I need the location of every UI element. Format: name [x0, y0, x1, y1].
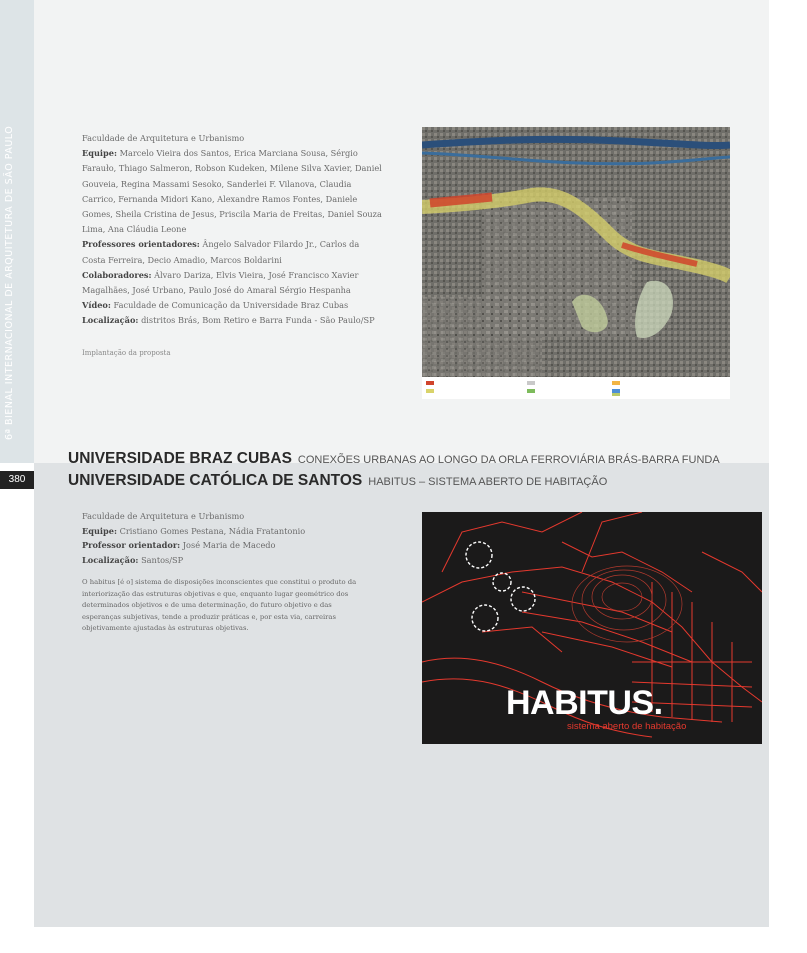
- project2-team: [82, 524, 382, 539]
- habitus-subtitle: sistema aberto de habitação: [567, 721, 687, 732]
- project1-heading-title: UNIVERSIDADE BRAZ CUBAS: [68, 450, 292, 467]
- sidebar-strip: [0, 0, 34, 463]
- project1-heading: [68, 450, 720, 468]
- project2-location: [82, 553, 382, 568]
- location-label: Localização:: [82, 315, 139, 326]
- collaborators-names: Álvaro Dariza, Elvis Vieira, José Francisco Xavier Magalhães, José Urbano, Paulo José do Amaral Sérgio Hespanha: [82, 269, 359, 296]
- advisor-name: José Maria de Macedo: [180, 540, 276, 550]
- project1-video: [82, 298, 382, 313]
- aerial-map-image: [422, 127, 730, 399]
- location-value: distritos Brás, Bom Retiro e Barra Funda - São Paulo/SP: [138, 315, 375, 326]
- project1-collaborators: [82, 268, 382, 298]
- video-label: Vídeo:: [82, 300, 111, 311]
- project2-heading-title: UNIVERSIDADE CATÓLICA DE SANTOS: [68, 472, 363, 489]
- page-number: 380: [0, 471, 34, 489]
- project2-abstract: O habitus [é o] sistema de disposições inconscientes que constitui o produto da interiorização das estruturas objetivas e que, enquanto lugar geométrico dos determinados objetivos e de uma determinação, do futuro objetivo e das esperanças subjetivas, tende a produzir práticas e, por esta via, carreiras objetivamente ajustadas às estruturas objetivas.: [82, 578, 357, 632]
- project2-credits: [82, 509, 382, 567]
- project1-team: [82, 146, 382, 237]
- advisor-label: Professor orientador:: [82, 540, 181, 550]
- team-names: Marcelo Vieira dos Santos, Erica Marciana Sousa, Sérgio Farauło, Thiago Salmeron, Robson Kudeken, Milene Silva Xavier, Daniel Gouveia, Regina Massami Sesoko, Sanderlei F. Vilanova, Claudia Carrico, Fernanda Midori Kano, Alexandre Ramos Fontes, Daniele Gomes, Sheila Cristina de Jesus, Priscila Maria de Freitas, Daniel Souza Lima, Ana Cláudia Leone: [82, 148, 382, 235]
- video-credit: Faculdade de Comunicação da Universidade Braz Cubas: [110, 300, 349, 311]
- project2-heading: [68, 472, 607, 490]
- team-label: Equipe:: [82, 148, 117, 159]
- location-value: Santos/SP: [138, 554, 184, 565]
- advisors-label: Professores orientadores:: [82, 239, 200, 250]
- location-label: Localização:: [82, 554, 139, 565]
- map-caption: Implantação da proposta: [82, 349, 171, 357]
- project2-faculty: Faculdade de Arquitetura e Urbanismo: [82, 511, 245, 521]
- team-label: Equipe:: [82, 525, 117, 536]
- sidebar-label: 6ª BIENAL INTERNACIONAL DE ARQUITETURA DE SÃO PAULO: [4, 125, 15, 440]
- project1-faculty: Faculdade de Arquitetura e Urbanismo: [82, 133, 245, 143]
- project2-heading-subtitle: HABITUS – SISTEMA ABERTO DE HABITAÇÃO: [368, 476, 608, 488]
- project1-heading-subtitle: CONEXÕES URBANAS AO LONGO DA ORLA FERROVIÁRIA BRÁS-BARRA FUNDA: [297, 454, 720, 466]
- project1-advisors: [82, 237, 382, 267]
- collaborators-label: Colaboradores:: [82, 269, 152, 280]
- project1-credits: [82, 131, 382, 329]
- project2-advisor: [82, 538, 382, 553]
- habitus-title: HABITUS.: [506, 684, 663, 722]
- team-names: Cristiano Gomes Pestana, Nádia Fratantonio: [117, 525, 306, 536]
- advisors-names: Ângelo Salvador Filardo Jr., Carlos da Costa Ferreira, Decio Amadio, Marcos Boldarini: [82, 239, 360, 265]
- project1-location: [82, 313, 382, 328]
